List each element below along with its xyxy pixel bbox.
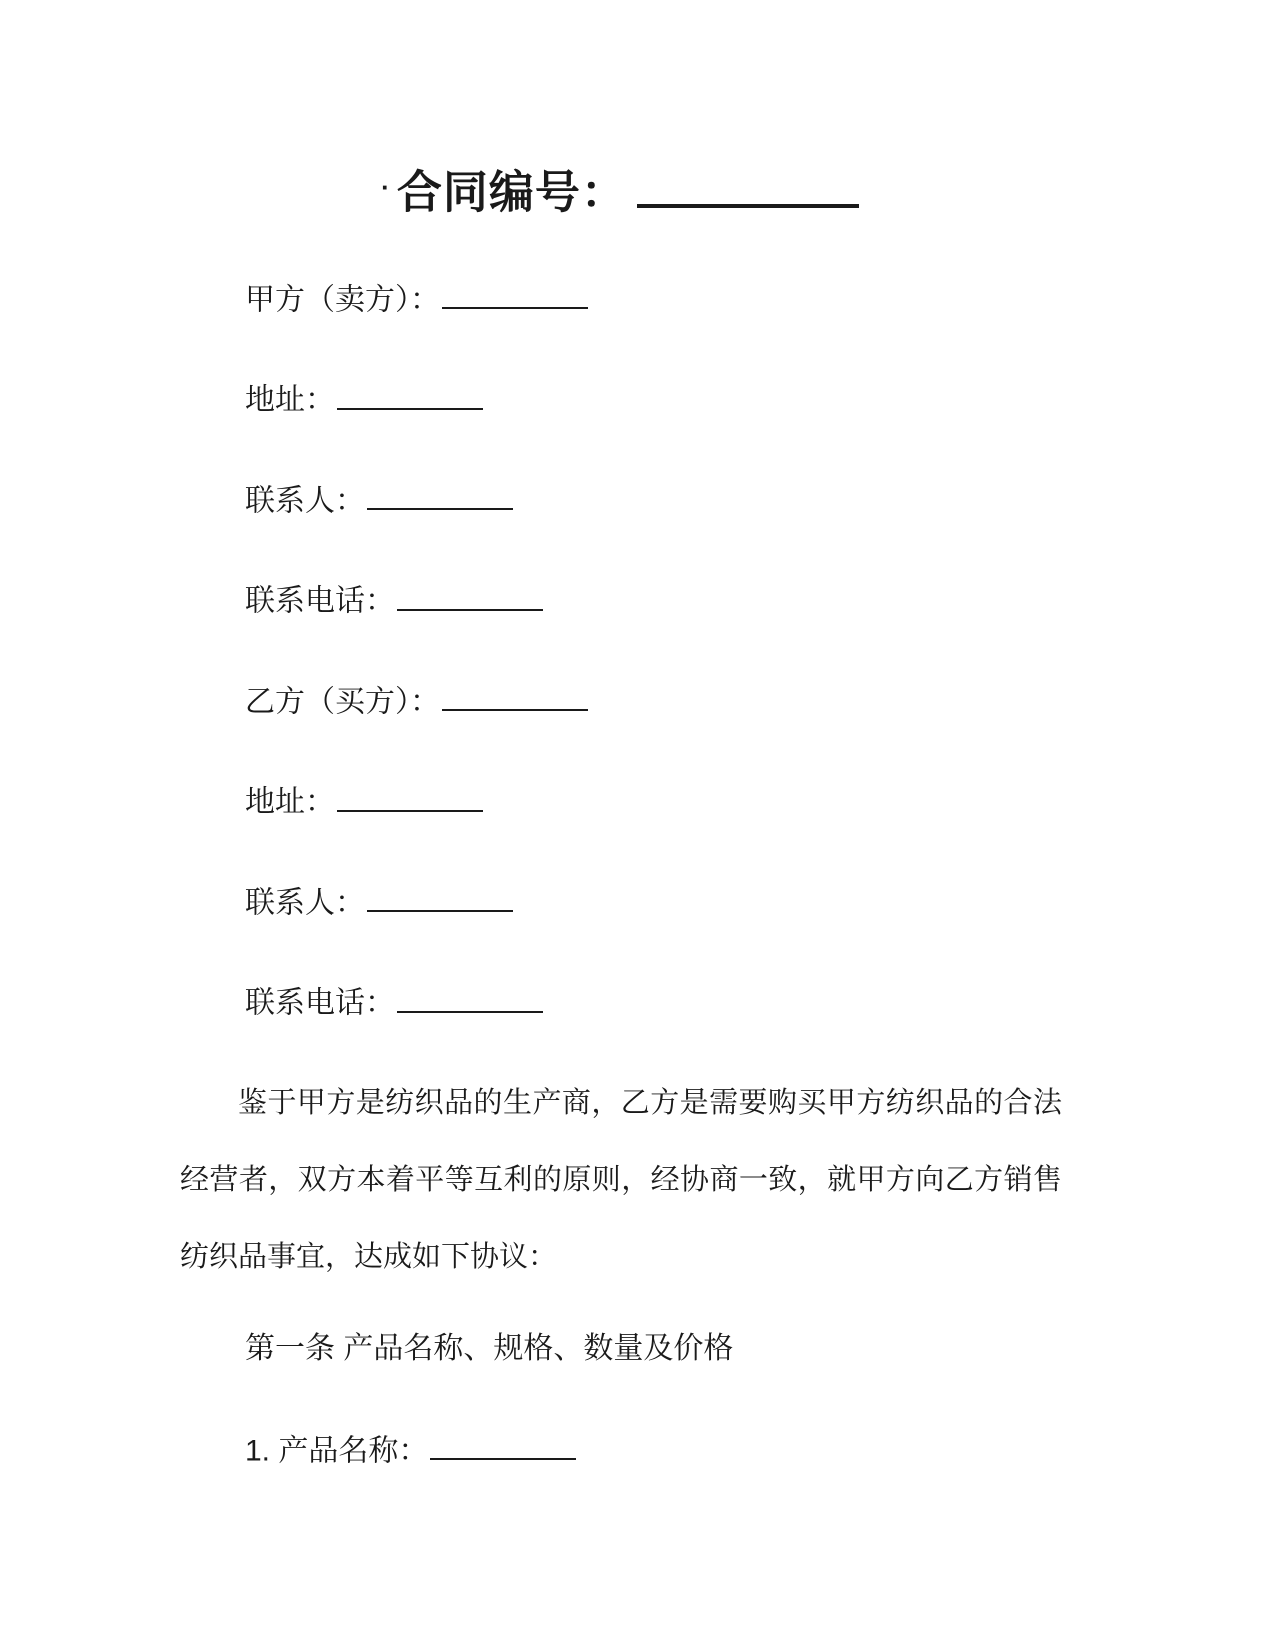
article-1-item-1 [180,1430,1060,1468]
field-party-a-contact-label: 联系人： [245,484,365,518]
field-party-b-phone [180,982,1060,1020]
field-party-a-address [180,379,1060,417]
field-party-b-address-blank-line [337,781,483,812]
field-party-b-label: 乙方（买方）： [245,685,440,719]
field-party-a-contact [180,480,1060,518]
field-party-b-contact-label: 联系人： [245,886,365,920]
field-party-a-address-blank-line [337,379,483,410]
field-party-a-address-label: 地址： [245,383,335,417]
preamble-paragraph: 鉴于甲方是纺织品的生产商，乙方是需要购买甲方纺织品的合法经营者，双方本着平等互利的原则，经协商一致，就甲方向乙方销售纺织品事宜，达成如下协议： [180,1086,1062,1273]
contract-number-label: 合同编号： [396,166,627,218]
field-party-a-contact-blank-line [367,480,513,511]
field-party-b-phone-label: 联系电话： [245,986,395,1020]
field-party-b-blank-line [442,681,588,712]
field-party-b-phone-blank-line [397,982,543,1013]
field-party-a-label: 甲方（卖方）： [245,283,440,317]
field-party-a-phone [180,580,1060,618]
party-info-fields [180,279,1060,1020]
article-1-heading: 第一条 产品名称、规格、数量及价格 [245,1331,734,1365]
title-bullet-mark: · [381,172,391,202]
field-party-a-blank-line [442,279,588,310]
product-name-blank-line [430,1430,576,1461]
field-party-a-phone-label: 联系电话： [245,584,395,618]
field-party-b-address-label: 地址： [245,785,335,819]
field-party-a [180,279,1060,317]
contract-number-blank-line [637,161,859,208]
field-party-b-contact-blank-line [367,882,513,913]
field-party-b [180,681,1060,719]
product-name-label: 1. 产品名称： [245,1434,429,1468]
field-party-b-contact [180,882,1060,920]
page-title [180,0,1060,222]
field-party-b-address [180,781,1060,819]
field-party-a-phone-blank-line [397,580,543,611]
